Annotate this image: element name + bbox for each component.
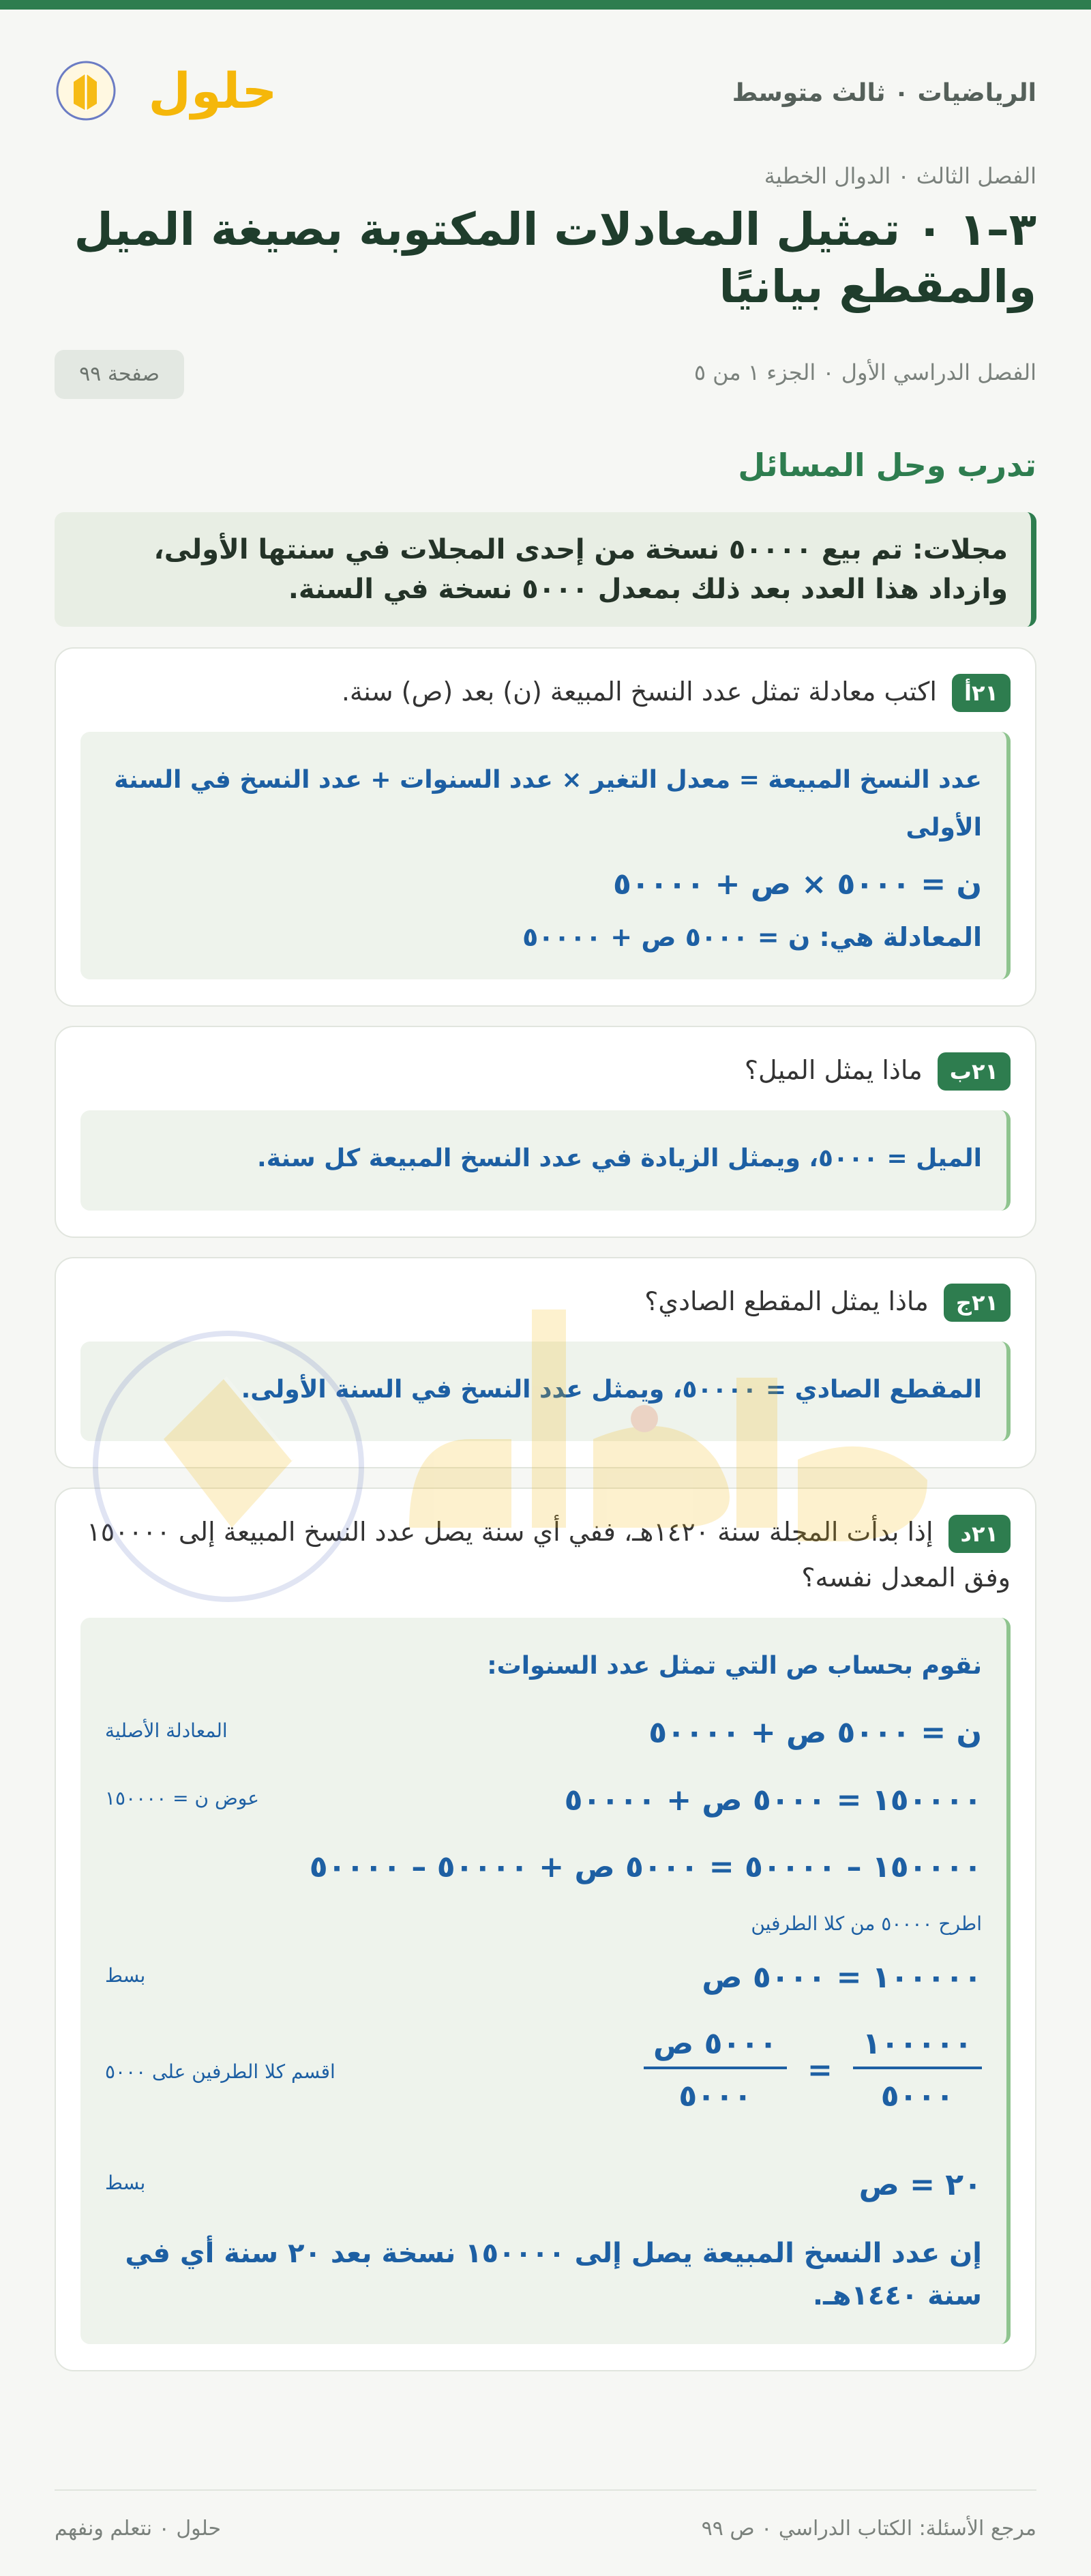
answer-final: المعادلة هي: ن = ٥٠٠٠ ص + ٥٠٠٠٠ — [522, 921, 982, 952]
fraction-denominator: ٥٠٠٠ — [678, 2079, 752, 2114]
solution-step — [105, 2161, 982, 2209]
fraction-step — [105, 2026, 982, 2142]
lesson-title: ٣–١ ٠ تمثيل المعادلات المكتوبة بصيغة الميل والمقطع بيانيًا — [74, 203, 1036, 313]
step-note: اقسم كلا الطرفين على ٥٠٠٠ — [105, 2060, 335, 2084]
question-card-21b — [55, 1026, 1036, 1238]
problem-statement: مجلات: تم بيع ٥٠٠٠٠ نسخة من إحدى المجلات في سنتها الأولى، وازداد هذا العدد بعد ذلك بمعدل ٥٠٠٠ نسخة في السنة. — [55, 512, 1036, 627]
brand-logo[interactable] — [55, 53, 278, 128]
question-text: اكتب معادلة تمثل عدد النسخ المبيعة (ن) بعد (ص) سنة. — [341, 676, 937, 707]
fraction-right — [644, 2026, 787, 2114]
fraction-numerator: ١٠٠٠٠٠ — [853, 2026, 982, 2069]
footer — [55, 2489, 1036, 2558]
question-row — [80, 1279, 1011, 1324]
step-note: المعادلة الأصلية — [105, 1719, 228, 1743]
chapter-label: الفصل الثالث ٠ الدوال الخطية — [764, 163, 1036, 189]
question-card-21a — [55, 647, 1036, 1007]
page-number-pill[interactable]: صفحة ٩٩ — [55, 350, 184, 399]
footer-reference: مرجع الأسئلة: الكتاب الدراسي ٠ ص ٩٩ — [701, 2517, 1036, 2541]
header — [55, 10, 1036, 156]
equals-sign: = — [807, 2052, 833, 2088]
step-equation: ١٥٠٠٠٠ – ٥٠٠٠٠ = ٥٠٠٠ ص + ٥٠٠٠٠ – ٥٠٠٠٠ — [309, 1850, 982, 1885]
unit-label: الفصل الدراسي الأول ٠ الجزء ١ من ٥ — [693, 359, 1036, 385]
solution-step — [105, 1844, 982, 1891]
question-row — [80, 1509, 1011, 1600]
fraction-numerator: ٥٠٠٠ ص — [644, 2026, 787, 2069]
step-equation: ١٠٠٠٠٠ = ٥٠٠٠ ص — [702, 1959, 982, 1995]
question-row — [80, 669, 1011, 715]
step-note: بسط — [105, 2172, 146, 2195]
fraction-left — [853, 2026, 982, 2114]
solution-step — [105, 1709, 982, 1757]
step-equation: ٢٠ = ص — [858, 2167, 982, 2203]
question-badge: ٢١ب — [938, 1052, 1011, 1091]
question-card-21c — [55, 1257, 1036, 1469]
subject-label: الرياضيات ٠ ثالث متوسط — [732, 79, 1036, 107]
top-accent-bar — [0, 0, 1091, 10]
section-title: تدرب وحل المسائل — [738, 446, 1036, 484]
question-badge: ٢١ج — [944, 1284, 1011, 1322]
answer-line: الميل = ٥٠٠٠، ويمثل الزيادة في عدد النسخ المبيعة كل سنة. — [257, 1144, 982, 1173]
answer-equation: ن = ٥٠٠٠ × ص + ٥٠٠٠٠ — [613, 866, 982, 902]
solution-intro: نقوم بحساب ص التي تمثل عدد السنوات: — [487, 1652, 982, 1681]
solution-conclusion: إن عدد النسخ المبيعة يصل إلى ١٥٠٠٠٠ نسخة بعد ٢٠ سنة أي في سنة ١٤٤٠هـ. — [125, 2238, 982, 2312]
question-row — [80, 1048, 1011, 1093]
answer-line: المقطع الصادي = ٥٠٠٠٠، ويمثل عدد النسخ في السنة الأولى. — [241, 1376, 982, 1404]
question-text: إذا بدأت المجلة سنة ١٤٢٠هـ، ففي أي سنة يصل عدد النسخ المبيعة إلى ١٥٠٠٠٠ وفق المعدل نفسه؟ — [87, 1517, 1011, 1593]
answer-box — [80, 1342, 1011, 1441]
answer-line: عدد النسخ المبيعة = معدل التغير × عدد السنوات + عدد النسخ في السنة الأولى — [114, 766, 982, 842]
question-text: ماذا يمثل الميل؟ — [744, 1054, 923, 1085]
step-equation: ١٥٠٠٠٠ = ٥٠٠٠ ص + ٥٠٠٠٠ — [564, 1782, 982, 1818]
step-note: اطرح ٥٠٠٠٠ من كلا الطرفين — [751, 1912, 982, 1935]
logo-wordmark: حلول — [148, 62, 278, 119]
question-card-21d — [55, 1487, 1036, 2371]
meta-row — [55, 350, 1036, 399]
answer-box — [80, 732, 1011, 979]
solution-step — [105, 1954, 982, 2002]
step-note: عوض ن = ١٥٠٠٠٠ — [105, 1786, 259, 1809]
fraction-denominator: ٥٠٠٠ — [880, 2079, 955, 2114]
page-content — [0, 10, 1091, 2371]
answer-box — [80, 1110, 1011, 1210]
question-badge: ٢١د — [948, 1515, 1011, 1553]
footer-tagline: حلول ٠ نتعلم ونفهم — [55, 2517, 222, 2541]
step-equation: ن = ٥٠٠٠ ص + ٥٠٠٠٠ — [648, 1715, 982, 1751]
question-text: ماذا يمثل المقطع الصادي؟ — [644, 1286, 929, 1316]
fraction-equation — [644, 2026, 982, 2114]
solution-step — [105, 1777, 982, 1824]
question-badge: ٢١أ — [952, 674, 1011, 712]
answer-box — [80, 1618, 1011, 2344]
step-note: بسط — [105, 1964, 146, 1987]
